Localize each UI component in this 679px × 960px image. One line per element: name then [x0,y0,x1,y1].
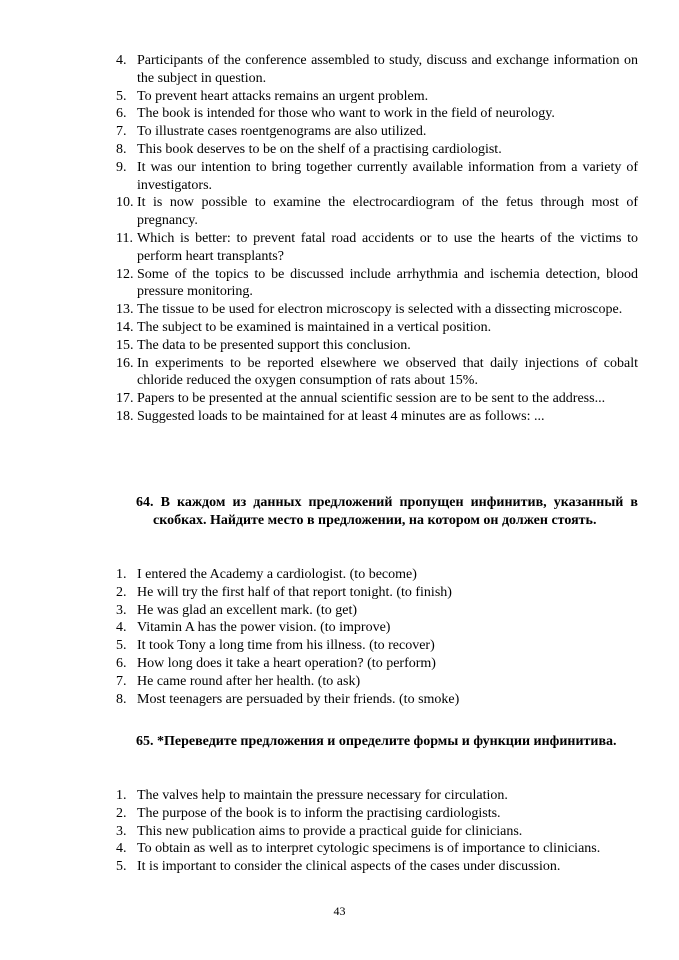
list-item [118,88,638,106]
list-item [118,266,638,302]
list-item [118,141,638,159]
item-text: The valves help to maintain the pressure necessary for circulation. [137,788,508,803]
item-text: It is important to consider the clinical aspects of the cases under discussion. [137,859,561,875]
list-item [118,566,638,584]
item-text: Vitamin A has the power vision. (to improve) [137,620,391,636]
item-text: It is now possible to examine the electrocardiogram of the fetus through most of pregnancy. [137,195,638,229]
item-number: 11. [116,230,133,246]
list-item [118,805,638,823]
item-text: This book deserves to be on the shelf of a practising cardiologist. [137,141,502,157]
list-item [118,355,638,391]
exercise-64-instruction [136,494,638,530]
item-number: 14. [116,319,134,335]
page-number: 43 [333,904,346,918]
item-number: 13. [116,302,134,318]
list-item [118,619,638,637]
item-number: 3. [116,602,127,618]
item-number: 6. [116,655,127,671]
item-text: In experiments to be reported elsewhere we observed that daily injections of cobalt chloride reduced the oxygen consumption of rats about 15%. [137,355,638,389]
item-number: 16. [116,355,134,371]
item-number: 8. [116,691,127,707]
item-text: To obtain as well as to interpret cytologic specimens is of importance to clinicians. [137,841,601,857]
list-item [118,301,638,319]
item-text: Most teenagers are persuaded by their friends. (to smoke) [137,691,460,707]
list-item [118,390,638,408]
item-number: 3. [116,823,127,839]
item-text: This new publication aims to provide a practical guide for clinicians. [137,823,523,839]
item-number: 7. [116,673,127,689]
list-item [118,673,638,691]
item-number: 4. [116,841,127,857]
item-number: 18. [116,408,134,424]
list-item [118,637,638,655]
item-text: He came round after her health. (to ask) [137,673,361,689]
item-number: 5. [116,638,127,654]
list-item [118,602,638,620]
item-number: 17. [116,391,134,407]
item-number: 2. [116,805,127,821]
exercise-65-heading [136,733,638,751]
item-number: 5. [116,859,127,875]
exercise-65-text: *Переведите предложения и определите формы и функции инфинитива. [157,734,617,749]
item-text: Papers to be presented at the annual scientific session are to be sent to the address... [137,391,606,407]
exercise-64-heading [136,494,638,530]
item-text: The book is intended for those who want to work in the field of neurology. [137,106,555,122]
list-item [118,787,638,805]
list-item [118,337,638,355]
list-item [118,123,638,141]
exercise-65-sentence-list [118,787,638,876]
list-item [118,840,638,858]
item-text: It was our intention to bring together currently available information from a variety of investigators. [137,159,638,193]
item-number: 12. [116,266,134,282]
list-item [118,691,638,709]
item-number: 10. [116,195,134,211]
item-number: 7. [116,124,127,140]
item-text: How long does it take a heart operation? (to perform) [137,655,436,671]
item-number: 4. [116,53,127,68]
list-item [118,230,638,266]
item-text: The purpose of the book is to inform the practising cardiologists. [137,805,501,821]
item-number: 9. [116,159,127,175]
item-text: Participants of the conference assembled to study, discuss and exchange information on the subject in question. [137,53,638,86]
item-text: It took Tony a long time from his illness. (to recover) [137,638,435,654]
item-number: 4. [116,620,127,636]
item-number: 1. [116,788,127,803]
item-number: 15. [116,337,134,353]
item-text: To illustrate cases roentgenograms are also utilized. [137,124,427,140]
list-item [118,858,638,876]
item-text: He was glad an excellent mark. (to get) [137,602,358,618]
item-text: The data to be presented support this conclusion. [137,337,411,353]
item-text: To prevent heart attacks remains an urgent problem. [137,88,429,104]
item-number: 1. [116,567,127,582]
item-text: The subject to be examined is maintained in a vertical position. [137,319,492,335]
list-item [118,194,638,230]
item-text: The tissue to be used for electron microscopy is selected with a dissecting microscope. [137,302,623,318]
list-item [118,823,638,841]
list-item [118,408,638,426]
list-item [118,52,638,88]
list-item [118,159,638,195]
exercise-64-number: 64. [136,495,154,510]
item-text: I entered the Academy a cardiologist. (to become) [137,567,417,582]
exercise-65-number: 65. [136,734,154,749]
item-text: Which is better: to prevent fatal road accidents or to use the hearts of the victims to perform heart transplants? [137,230,638,264]
exercise-64-sentence-list [118,566,638,708]
list-item [118,655,638,673]
item-number: 6. [116,106,127,122]
list-item [118,105,638,123]
item-text: Some of the topics to be discussed include arrhythmia and ischemia detection, blood pressure monitoring. [137,266,638,300]
item-number: 8. [116,141,127,157]
exercise-64-text: В каждом из данных предложений пропущен инфинитив, указанный в скобках. Найдите место в предложении, на котором он должен стоять. [153,495,638,528]
item-number: 5. [116,88,127,104]
item-text: He will try the first half of that report tonight. (to finish) [137,584,452,600]
item-number: 2. [116,584,127,600]
list-item [118,584,638,602]
exercise-63-sentence-list [118,52,638,426]
exercise-65-instruction [136,733,638,751]
list-item [118,319,638,337]
item-text: Suggested loads to be maintained for at least 4 minutes are as follows: ... [137,408,545,424]
